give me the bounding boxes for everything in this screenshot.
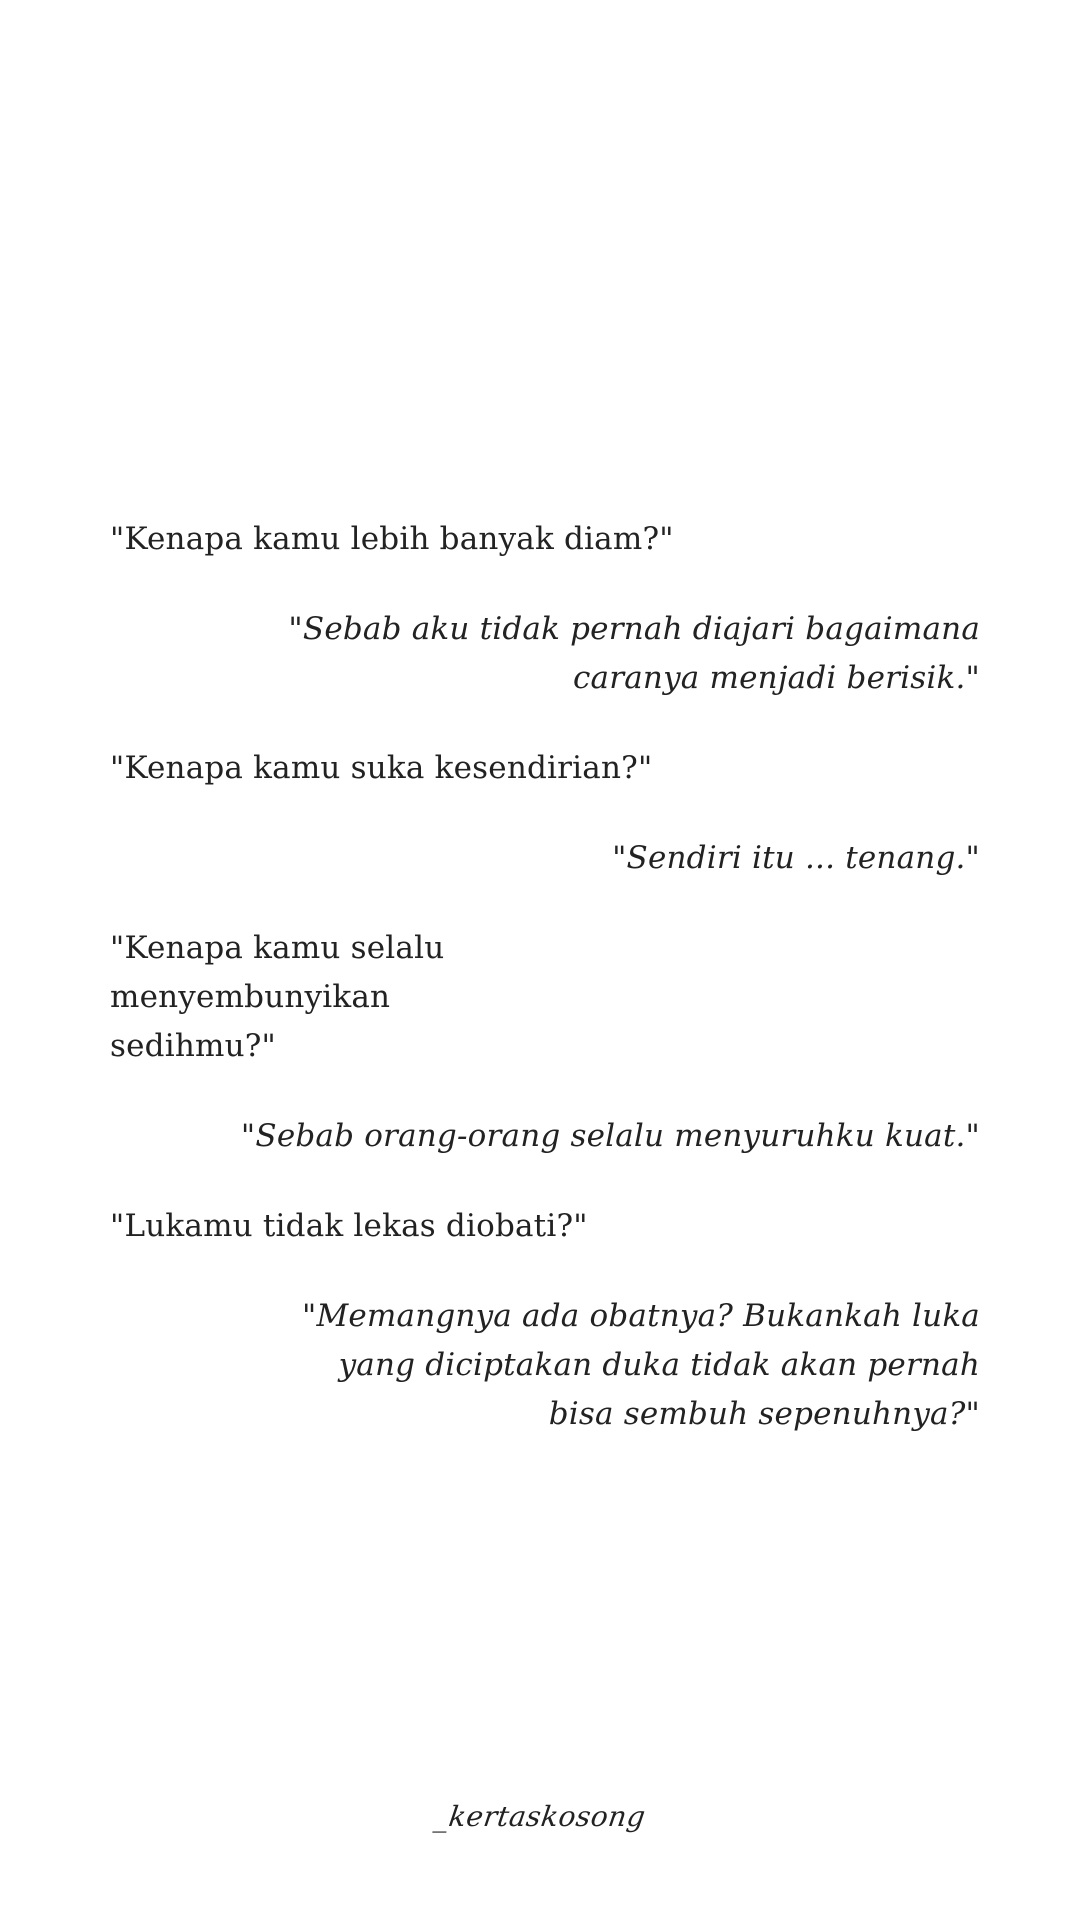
answer-3-line-1: "Sebab orang-orang selalu menyuruhku kuat." [240,1118,980,1154]
answer-2-line-1: "Sendiri itu ... tenang." [612,840,980,876]
question-3-line-2: sedihmu?" [110,1028,277,1064]
answer-1-line-1: "Sebab aku tidak pernah diajari bagaimana [288,611,980,647]
question-2 [110,744,730,793]
answer-4 [110,1292,980,1439]
question-1 [110,515,730,564]
signature-handle: _kertaskosong [432,1800,648,1833]
answer-1 [110,605,980,703]
question-3 [110,924,730,1071]
answer-4-line-1: "Memangnya ada obatnya? Bukankah luka [301,1298,980,1334]
dialogue [110,515,980,1480]
answer-4-line-3: bisa sembuh sepenuhnya?" [548,1396,980,1432]
question-1-line-1: "Kenapa kamu lebih banyak diam?" [110,521,674,557]
answer-2 [110,834,980,883]
question-4-line-1: "Lukamu tidak lekas diobati?" [110,1208,588,1244]
answer-1-line-2: caranya menjadi berisik." [572,660,980,696]
answer-4-line-2: yang diciptakan duka tidak akan pernah [338,1347,980,1383]
question-2-line-1: "Kenapa kamu suka kesendirian?" [110,750,653,786]
answer-3 [110,1112,980,1161]
question-3-line-1: "Kenapa kamu selalu menyembunyikan [110,930,445,1015]
question-4 [110,1202,730,1251]
